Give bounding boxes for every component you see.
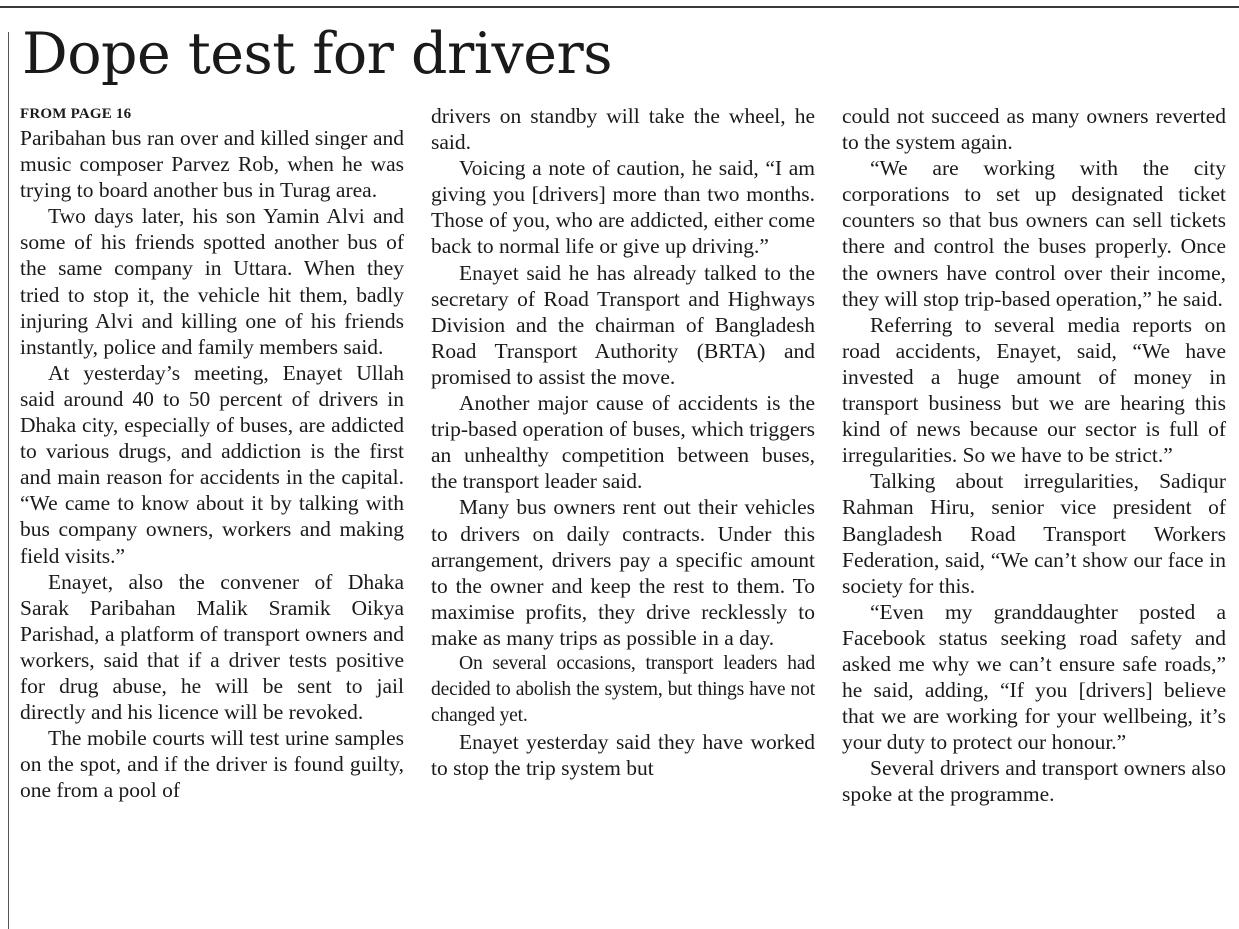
paragraph: Voicing a note of caution, he said, “I am giving you [drivers] more than two months. Those of you, who are addicted, either come back to normal life or give up driving.” bbox=[431, 156, 815, 259]
paragraph: Two days later, his son Yamin Alvi and some of his friends spotted another bus of the same company in Uttara. When they tried to stop it, the vehicle hit them, badly injuring Alvi and killing one of his friends instantly, police and family members said. bbox=[20, 204, 404, 359]
paragraph: drivers on standby will take the wheel, he said. bbox=[431, 104, 815, 155]
paragraph: On several occasions, transport leaders had decided to abolish the system, but things have not changed yet. bbox=[431, 652, 815, 727]
paragraph: Enayet, also the convener of Dhaka Sarak Paribahan Malik Sramik Oikya Parishad, a platform of transport owners and workers, said that if a driver tests positive for drug abuse, he will be sent to jail directly and his licence will be revoked. bbox=[20, 569, 404, 725]
paragraph: Enayet yesterday said they have worked to stop the trip system but bbox=[431, 730, 815, 781]
column-3 bbox=[842, 103, 1226, 808]
column-2 bbox=[431, 103, 815, 781]
paragraph: “We are working with the city corporations to set up designated ticket counters so that bus owners can sell tickets there and control the buses properly. Once the owners have control over their income, they will stop trip-based operation,” he said. bbox=[842, 156, 1226, 311]
top-rule bbox=[0, 6, 1239, 8]
column-rule-left bbox=[8, 32, 9, 929]
paragraph: Talking about irregularities, Sadiqur Rahman Hiru, senior vice president of Bangladesh Road Transport Workers Federation, said, “We can’t show our face in society for this. bbox=[842, 469, 1226, 598]
paragraph: “Even my granddaughter posted a Facebook status seeking road safety and asked me why we can’t ensure safe roads,” he said, adding, “If you [drivers] believe that we are working for your wellbeing, it’s your duty to protect our honour.” bbox=[842, 599, 1226, 755]
paragraph: Many bus owners rent out their vehicles to drivers on daily contracts. Under this arrangement, drivers pay a specific amount to the owner and keep the rest to them. To maximise profits, they drive recklessly to make as many trips as possible in a day. bbox=[431, 495, 815, 650]
paragraph: At yesterday’s meeting, Enayet Ullah said around 40 to 50 percent of drivers in Dhaka city, especially of buses, are addicted to various drugs, and addiction is the first and main reason for accidents in the capital. “We came to know about it by talking with bus company owners, workers and making field visits.” bbox=[20, 360, 404, 568]
article-body bbox=[20, 103, 1228, 923]
paragraph: The mobile courts will test urine samples on the spot, and if the driver is found guilty, one from a pool of bbox=[20, 726, 404, 803]
paragraph: Another major cause of accidents is the trip-based operation of buses, which triggers an unhealthy competition between buses, the transport leader said. bbox=[431, 391, 815, 494]
headline: Dope test for drivers bbox=[22, 21, 612, 87]
continuation-kicker: FROM PAGE 16 bbox=[20, 106, 132, 122]
paragraph: Several drivers and transport owners also spoke at the programme. bbox=[842, 756, 1226, 807]
paragraph: could not succeed as many owners reverted to the system again. bbox=[842, 104, 1226, 155]
paragraph: Paribahan bus ran over and killed singer and music composer Parvez Rob, when he was trying to board another bus in Turag area. bbox=[20, 126, 404, 203]
paragraph: Referring to several media reports on road accidents, Enayet, said, “We have invested a huge amount of money in transport business but we are hearing this kind of news because our sector is full of irregularities. So we have to be strict.” bbox=[842, 312, 1226, 468]
paragraph: Enayet said he has already talked to the secretary of Road Transport and Highways Division and the chairman of Bangladesh Road Transport Authority (BRTA) and promised to assist the move. bbox=[431, 260, 815, 389]
column-1 bbox=[20, 103, 404, 803]
